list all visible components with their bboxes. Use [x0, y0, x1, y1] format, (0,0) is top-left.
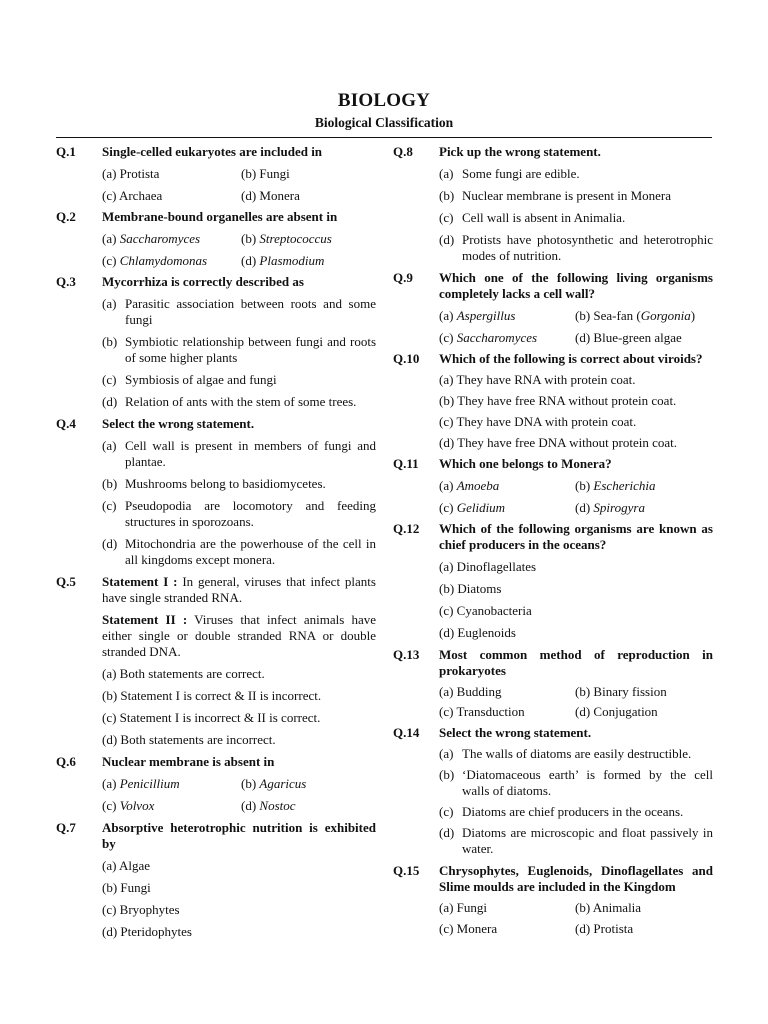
option-b: (b) Diatoms [439, 581, 502, 596]
option-row [439, 478, 713, 494]
question-8 [393, 144, 713, 264]
option-c: (c) Bryophytes [102, 902, 180, 917]
option-text: ‘Diatomaceous earth’ is formed by the cell walls of diatoms. [462, 767, 713, 798]
option-label: (d) [102, 536, 118, 551]
option-text: Agaricus [259, 776, 307, 791]
option-a [102, 776, 241, 792]
option-text: Cell wall is present in members of fungi and plantae. [125, 438, 376, 469]
question-number: Q.12 [393, 521, 420, 536]
option-text: Cell wall is absent in Animalia. [462, 210, 626, 225]
question-12 [393, 521, 713, 641]
option-a: (a) Dinoflagellates [439, 559, 537, 574]
option-label: (a) [102, 776, 117, 791]
option-d: (d) Both statements are incorrect. [102, 732, 276, 747]
option-b: (b) Fungi [102, 880, 151, 895]
question-number: Q.6 [56, 754, 76, 769]
option-label: (d) [575, 500, 591, 515]
option-c [102, 372, 376, 388]
option-text: Mitochondria are the powerhouse of the cell in all kingdoms except monera. [125, 536, 376, 567]
option-row [439, 900, 713, 916]
option-c [439, 500, 575, 516]
question-number: Q.1 [56, 144, 76, 159]
option-a [439, 746, 713, 762]
option-a [102, 231, 241, 247]
option-b: (b) Binary fission [575, 684, 667, 699]
option-label: (b) [439, 188, 455, 203]
option-b [439, 188, 713, 204]
option-d [241, 253, 324, 269]
question-number: Q.14 [393, 725, 420, 740]
statement-2 [102, 612, 376, 660]
option-text: (b) Sea-fan ( [575, 308, 641, 323]
question-4 [56, 416, 376, 568]
question-number: Q.4 [56, 416, 76, 431]
option-text: Nuclear membrane is present in Monera [462, 188, 672, 203]
option-label: (b) [439, 767, 455, 782]
option-c [439, 804, 713, 820]
option-c: (c) Monera [439, 921, 498, 936]
option-b [102, 476, 376, 492]
option-text: Spirogyra [593, 500, 645, 515]
option-label: (a) [439, 166, 454, 181]
question-13 [393, 647, 713, 720]
statement-label: Statement II : [102, 612, 188, 627]
option-row [439, 500, 713, 516]
option-label: (b) [241, 776, 257, 791]
option-label: (a) [102, 231, 117, 246]
option-b: (b) They have free RNA without protein coat. [439, 393, 677, 408]
option-row [102, 188, 376, 204]
option-label: (d) [241, 253, 257, 268]
option-a: (a) Protista [102, 166, 160, 181]
statement-label: Statement I : [102, 574, 178, 589]
option-d: (d) Blue-green algae [575, 330, 682, 345]
statement-1 [102, 574, 376, 606]
question-number: Q.15 [393, 863, 420, 878]
option-label: (d) [241, 798, 257, 813]
question-15 [393, 863, 713, 937]
option-c [439, 330, 575, 346]
statement-text: Viruses that infect animals have either single or double stranded RNA or double stranded DNA. [102, 612, 377, 659]
option-text: Some fungi are edible. [462, 166, 580, 181]
option-a [439, 166, 713, 182]
question-text: Most common method of reproduction in prokaryotes [439, 647, 713, 678]
question-number: Q.8 [393, 144, 413, 159]
question-7 [56, 820, 376, 940]
option-label: (a) [102, 438, 117, 453]
option-d [102, 536, 376, 568]
option-label: (c) [102, 498, 117, 513]
option-d: (d) Conjugation [575, 704, 658, 719]
option-d [575, 500, 645, 516]
option-c: (c) Archaea [102, 188, 163, 203]
option-c [102, 498, 376, 530]
option-text: Pseudopodia are locomotory and feeding structures in sporozoans. [125, 498, 376, 529]
option-label: (b) [241, 231, 257, 246]
option-text: Protists have photosynthetic and heterotrophic modes of nutrition. [462, 232, 713, 263]
question-text: Nuclear membrane is absent in [102, 754, 275, 769]
option-d [439, 232, 713, 264]
option-c [102, 798, 241, 814]
option-label: (d) [102, 394, 118, 409]
question-number: Q.9 [393, 270, 413, 285]
question-text: Which one of the following living organisms completely lacks a cell wall? [439, 270, 713, 301]
option-a [439, 308, 575, 324]
option-row [102, 776, 376, 792]
option-label: (c) [439, 330, 454, 345]
question-2 [56, 209, 376, 269]
option-b: (b) Statement I is correct & II is incorrect. [102, 688, 322, 703]
option-d: (d) Monera [241, 188, 300, 203]
option-a: (a) Fungi [439, 900, 488, 915]
question-text: Select the wrong statement. [102, 416, 255, 431]
option-c [102, 253, 241, 269]
option-row [102, 253, 376, 269]
option-label: (d) [439, 232, 455, 247]
option-label: (c) [439, 210, 454, 225]
question-text: Which of the following organisms are known as chief producers in the oceans? [439, 521, 713, 552]
question-number: Q.3 [56, 274, 76, 289]
page-title: BIOLOGY [337, 90, 431, 111]
question-number: Q.11 [393, 456, 419, 471]
question-text: Select the wrong statement. [439, 725, 592, 740]
option-text: Plasmodium [259, 253, 325, 268]
option-row [439, 921, 713, 937]
option-row [439, 308, 713, 324]
option-text: Aspergillus [456, 308, 516, 323]
option-c [439, 210, 713, 226]
option-b [575, 308, 695, 324]
question-text: Pick up the wrong statement. [439, 144, 601, 159]
page-subtitle: Biological Classification [314, 115, 454, 130]
option-b [241, 776, 306, 792]
question-5 [56, 574, 376, 748]
option-text: Parasitic association between roots and some fungi [125, 296, 376, 327]
option-row [102, 231, 376, 247]
option-d [241, 798, 296, 814]
option-text: Diatoms are chief producers in the oceans. [462, 804, 684, 819]
option-text: ) [690, 308, 696, 323]
option-label: (a) [439, 308, 454, 323]
option-a: (a) Algae [102, 858, 151, 873]
option-label: (c) [102, 798, 117, 813]
question-11 [393, 456, 713, 516]
question-number: Q.13 [393, 647, 420, 662]
option-label: (b) [575, 478, 591, 493]
option-a: (a) Budding [439, 684, 502, 699]
question-3 [56, 274, 376, 410]
question-text: Membrane-bound organelles are absent in [102, 209, 338, 224]
option-c: (c) Cyanobacteria [439, 603, 532, 618]
option-b: (b) Fungi [241, 166, 290, 181]
option-text-italic: Gorgonia [640, 308, 691, 323]
option-text: Volvox [119, 798, 155, 813]
option-d [102, 394, 376, 410]
option-text: Diatoms are microscopic and float passively in water. [462, 825, 713, 856]
question-10 [393, 351, 713, 451]
option-row [439, 704, 713, 720]
question-number: Q.5 [56, 574, 76, 589]
option-b: (b) Animalia [575, 900, 642, 915]
page-header [0, 90, 768, 131]
option-row [439, 330, 713, 346]
left-column [56, 144, 376, 940]
option-d: (d) Pteridophytes [102, 924, 192, 939]
option-text: The walls of diatoms are easily destructible. [462, 746, 692, 761]
question-text: Absorptive heterotrophic nutrition is exhibited by [102, 820, 376, 851]
option-a [439, 478, 575, 494]
option-a [102, 438, 376, 470]
question-number: Q.7 [56, 820, 76, 835]
option-b [241, 231, 332, 247]
question-number: Q.10 [393, 351, 420, 366]
question-text: Which of the following is correct about viroids? [439, 351, 703, 366]
option-text: Escherichia [593, 478, 656, 493]
option-c: (c) Statement I is incorrect & II is correct. [102, 710, 321, 725]
option-c: (c) They have DNA with protein coat. [439, 414, 637, 429]
option-d: (d) They have free DNA without protein coat. [439, 435, 678, 450]
option-text: Penicillium [119, 776, 180, 791]
question-text: Which one belongs to Monera? [439, 456, 612, 471]
option-row [439, 684, 713, 700]
option-label: (b) [102, 334, 118, 349]
option-text: Mushrooms belong to basidiomycetes. [125, 476, 326, 491]
question-text: Chrysophytes, Euglenoids, Dinoflagellates and Slime moulds are included in the Kingdom [439, 863, 713, 894]
option-row [102, 166, 376, 182]
option-text: Chlamydomonas [119, 253, 208, 268]
option-label: (a) [439, 478, 454, 493]
option-text: Nostoc [259, 798, 296, 813]
option-label: (b) [102, 476, 118, 491]
option-row [102, 798, 376, 814]
option-label: (c) [102, 253, 117, 268]
option-label: (d) [439, 825, 455, 840]
question-text: Mycorrhiza is correctly described as [102, 274, 304, 289]
question-9 [393, 270, 713, 346]
option-label: (a) [439, 746, 454, 761]
option-label: (c) [439, 500, 454, 515]
option-label: (a) [102, 296, 117, 311]
right-column [393, 144, 713, 937]
option-text: Saccharomyces [119, 231, 201, 246]
statement-text: In general, viruses that infect plants have single stranded RNA. [102, 574, 376, 605]
option-label: (c) [439, 804, 454, 819]
option-b [575, 478, 656, 494]
option-a: (a) Both statements are correct. [102, 666, 265, 681]
question-text: Single-celled eukaryotes are included in [102, 144, 323, 159]
question-1 [56, 144, 376, 204]
option-d [439, 825, 713, 857]
option-a: (a) They have RNA with protein coat. [439, 372, 636, 387]
option-text: Symbiotic relationship between fungi and roots of some higher plants [125, 334, 376, 365]
option-b [439, 767, 713, 799]
option-text: Symbiosis of algae and fungi [125, 372, 277, 387]
header-rule [56, 137, 712, 138]
option-text: Amoeba [456, 478, 500, 493]
question-14 [393, 725, 713, 857]
option-text: Streptococcus [259, 231, 332, 246]
question-number: Q.2 [56, 209, 76, 224]
option-d: (d) Euglenoids [439, 625, 516, 640]
question-6 [56, 754, 376, 814]
option-d: (d) Protista [575, 921, 634, 936]
option-b [102, 334, 376, 366]
option-text: Relation of ants with the stem of some trees. [125, 394, 357, 409]
option-label: (c) [102, 372, 117, 387]
option-c: (c) Transduction [439, 704, 525, 719]
option-text: Gelidium [456, 500, 506, 515]
option-text: Saccharomyces [456, 330, 538, 345]
option-a [102, 296, 376, 328]
